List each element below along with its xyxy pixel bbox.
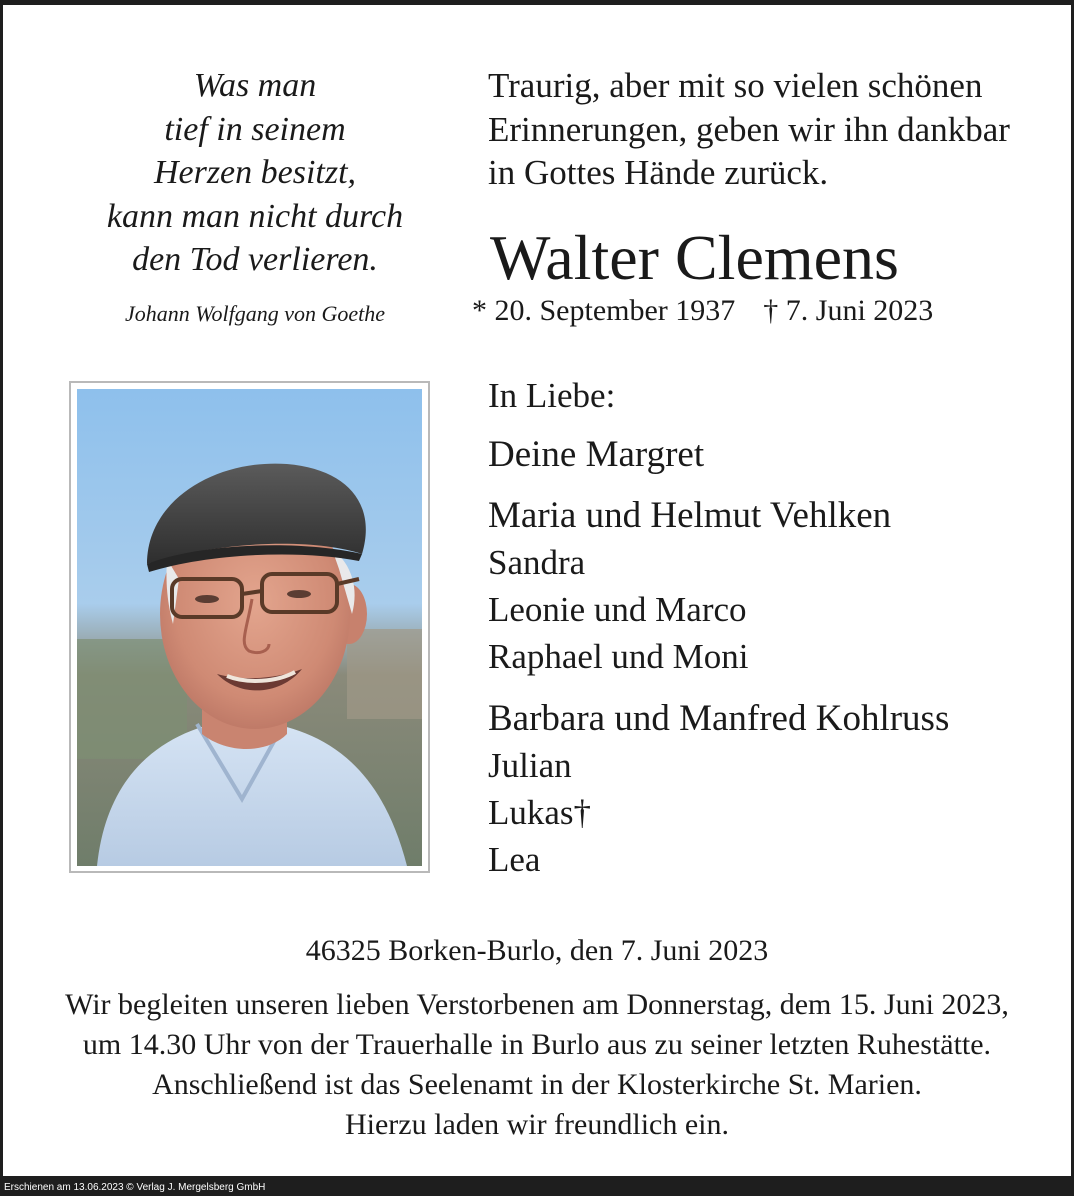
birth-date: * 20. September 1937 (472, 294, 736, 327)
place-date: 46325 Borken-Burlo, den 7. Juni 2023 (305, 934, 769, 967)
ceremony-line: Anschließend ist das Seelenamt in der Klosterkirche St. Marien. (152, 1068, 922, 1101)
publication-note: Erschienen am 13.06.2023 © Verlag J. Mergelsberg GmbH (4, 1182, 266, 1193)
goethe-quote (70, 64, 440, 282)
quote-line: den Tod verlieren. (132, 241, 378, 278)
intro-text (488, 64, 1010, 195)
quote-line: kann man nicht durch (106, 197, 404, 235)
ceremony-line: Hierzu laden wir freundlich ein. (344, 1108, 729, 1141)
family-member: Sandra (488, 543, 586, 582)
mourners-heading: In Liebe: (488, 376, 616, 415)
deceased-name: Walter Clemens (490, 222, 899, 293)
family-member: Raphael und Moni (488, 637, 749, 676)
intro-line: in Gottes Hände zurück. (488, 153, 829, 192)
quote-line: Herzen besitzt, (153, 154, 357, 191)
family-head: Maria und Helmut Vehlken (488, 495, 892, 536)
quote-line: tief in seinem (164, 110, 346, 148)
life-dates (472, 294, 933, 328)
family-member: Lea (488, 840, 541, 879)
portrait-photo (77, 389, 422, 866)
family-head: Barbara und Manfred Kohlruss (488, 698, 950, 739)
family-member: Lukas† (488, 793, 592, 832)
intro-line: Traurig, aber mit so vielen schönen (488, 66, 983, 105)
intro-line: Erinnerungen, geben wir ihn dankbar (488, 109, 1010, 149)
family-member: Julian (488, 746, 572, 785)
ceremony-line: Wir begleiten unseren lieben Verstorbenen am Donnerstag, dem 15. Juni 2023, (65, 988, 1009, 1021)
ceremony-line: um 14.30 Uhr von der Trauerhalle in Burlo aus zu seiner letzten Ruhestätte. (82, 1028, 992, 1061)
quote-author: Johann Wolfgang von Goethe (124, 301, 386, 326)
family-member: Leonie und Marco (488, 590, 747, 629)
spouse-name: Deine Margret (488, 434, 705, 475)
quote-line: Was man (193, 67, 317, 104)
ceremony-text (10, 985, 1064, 1145)
death-date: † 7. Juni 2023 (763, 294, 934, 327)
